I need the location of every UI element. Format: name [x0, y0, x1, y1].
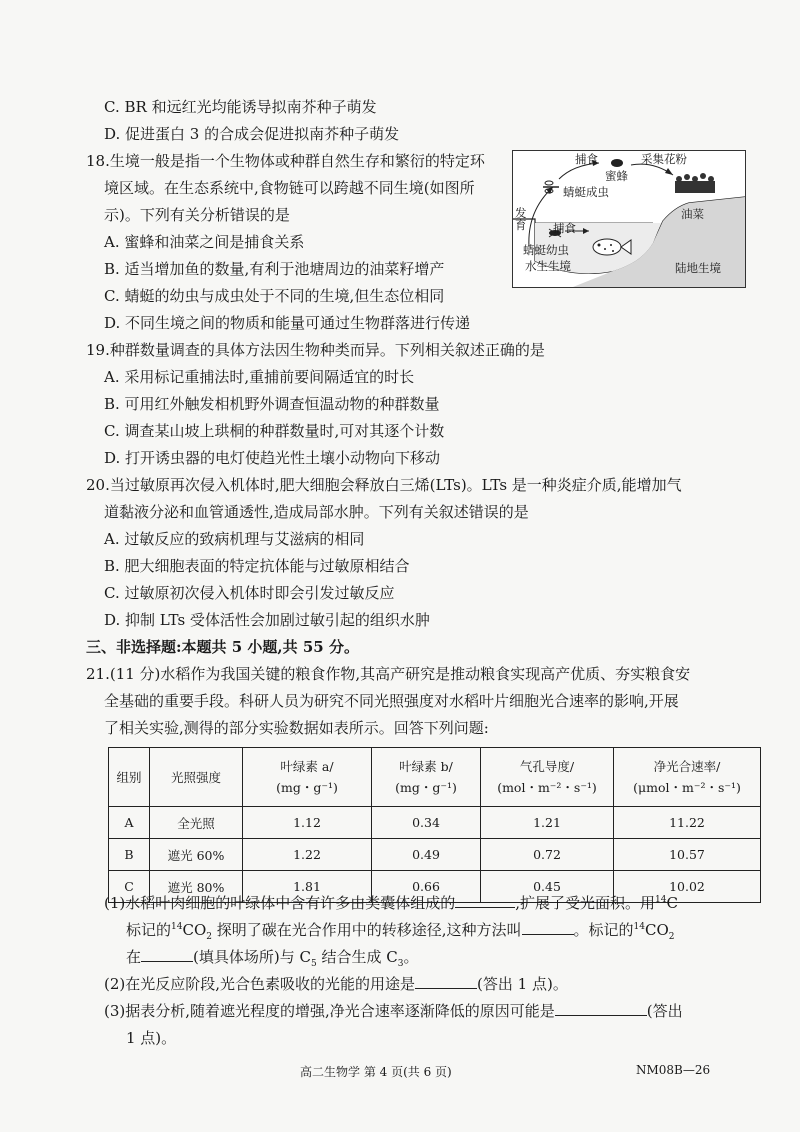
- header-text: (mg・g⁻¹): [395, 780, 457, 795]
- table-cell: 0.34: [372, 807, 481, 839]
- q18-option-a: A. 蜜蜂和油菜之间是捕食关系: [104, 233, 305, 251]
- rape-plants-icon: [675, 173, 715, 193]
- table-cell: 遮光 80%: [150, 871, 243, 903]
- table-header-row: [109, 748, 761, 807]
- table-cell: 0.49: [372, 839, 481, 871]
- header-text: 净光合速率/: [653, 759, 721, 774]
- table-cell: 10.02: [614, 871, 761, 903]
- habitat-figure: [512, 150, 746, 288]
- q21-sub3-line1: (3)据表分析,随着遮光程度的增强,净光合速率逐渐降低的原因可能是 (答出: [104, 1002, 683, 1020]
- q20-option-c: C. 过敏原初次侵入机体时即会引发过敏反应: [104, 584, 395, 602]
- q18-stem-line3: 示)。下列有关分析错误的是: [104, 206, 290, 224]
- q19-option-d: D. 打开诱虫器的电灯使趋光性土壤小动物向下移动: [104, 449, 441, 467]
- q17-option-c: C. BR 和远红光均能诱导拟南芥种子萌发: [104, 98, 377, 116]
- header-chl-b: [372, 748, 481, 807]
- header-text: 叶绿素 b/: [399, 759, 453, 774]
- bee-icon: [611, 159, 623, 167]
- section-title: 三、非选择题:本题共 5 小题,共 55 分。: [86, 638, 359, 656]
- fig-label-land-habitat: 陆地生境: [675, 261, 721, 275]
- fig-label-catch-top: 捕食: [575, 152, 598, 166]
- answer-blank[interactable]: [555, 1001, 647, 1016]
- fig-label-water-habitat: 水生生境: [525, 259, 571, 273]
- fig-label-dragonfly-larva: 蜻蜓幼虫: [523, 243, 569, 257]
- q21-sub1-line3: 在 (填具体场所)与 $C_5$ 结合生成 $C_3$。: [126, 948, 419, 969]
- table-cell: 1.12: [243, 807, 372, 839]
- table-cell: 1.21: [481, 807, 614, 839]
- header-group: [109, 748, 150, 807]
- exam-code: NM08B—26: [636, 1063, 711, 1077]
- table-cell: 0.66: [372, 871, 481, 903]
- table-cell: 全光照: [150, 807, 243, 839]
- fig-label-dragonfly-adult: 蜻蜓成虫: [563, 185, 609, 199]
- q21-stem-line1: 21.(11 分)水稻作为我国关键的粮食作物,其高产研究是推动粮食实现高产优质、夯实粮食安: [86, 665, 691, 683]
- table-row: [109, 807, 761, 839]
- table-cell: 11.22: [614, 807, 761, 839]
- header-text: (mol・m⁻²・s⁻¹): [497, 780, 597, 795]
- q20-stem-line1: 20.当过敏原再次侵入机体时,肥大细胞会释放白三烯(LTs)。LTs 是一种炎症介质,能增加气: [86, 476, 682, 494]
- q21-sub3-line2: 1 点)。: [126, 1029, 177, 1047]
- q18-option-d: D. 不同生境之间的物质和能量可通过生物群落进行传递: [104, 314, 471, 332]
- q18-stem-line2: 境区域。在生态系统中,食物链可以跨越不同生境(如图所: [104, 179, 475, 197]
- answer-blank[interactable]: [522, 920, 574, 935]
- fig-label-bee: 蜜蜂: [605, 169, 628, 183]
- header-chl-a: [243, 748, 372, 807]
- table-cell: 1.81: [243, 871, 372, 903]
- fig-label-catch-bottom: 捕食: [553, 221, 576, 235]
- table-cell: B: [109, 839, 150, 871]
- table-cell: 10.57: [614, 839, 761, 871]
- q21-sub1-line1: (1)水稻叶肉细胞的叶绿体中含有许多由类囊体组成的 ,扩展了受光面积。用$^{14}$C: [104, 894, 678, 912]
- table-cell: 0.45: [481, 871, 614, 903]
- q21-stem-line2: 全基础的重要手段。科研人员为研究不同光照强度对水稻叶片细胞光合速率的影响,开展: [104, 692, 679, 710]
- data-table: [108, 747, 761, 903]
- header-text: (mg・g⁻¹): [276, 780, 338, 795]
- header-stomatal: [481, 748, 614, 807]
- answer-blank[interactable]: [141, 947, 193, 962]
- header-light: [150, 748, 243, 807]
- answer-blank[interactable]: [415, 974, 477, 989]
- page-footer: 高二生物学 第 4 页(共 6 页): [300, 1065, 452, 1079]
- fig-label-develop: 发育: [515, 206, 527, 232]
- table-cell: 遮光 60%: [150, 839, 243, 871]
- table-cell: A: [109, 807, 150, 839]
- table-row: [109, 839, 761, 871]
- header-text: (μmol・m⁻²・s⁻¹): [633, 780, 741, 795]
- answer-blank[interactable]: [455, 893, 515, 908]
- q20-option-d: D. 抑制 LTs 受体活性会加剧过敏引起的组织水肿: [104, 611, 430, 629]
- q18-stem-line1: 18.生境一般是指一个生物体或种群自然生存和繁衍的特定环: [86, 152, 485, 170]
- header-text: 气孔导度/: [519, 759, 575, 774]
- header-text: 叶绿素 a/: [280, 759, 334, 774]
- q19-option-b: B. 可用红外触发相机野外调查恒温动物的种群数量: [104, 395, 440, 413]
- fig-label-rape: 油菜: [681, 207, 704, 221]
- fig-label-collect-pollen: 采集花粉: [641, 152, 687, 166]
- q19-option-c: C. 调查某山坡上珙桐的种群数量时,可对其逐个计数: [104, 422, 445, 440]
- table-cell: C: [109, 871, 150, 903]
- header-text: 光照强度: [170, 769, 221, 785]
- q20-stem-line2: 道黏液分泌和血管通透性,造成局部水肿。下列有关叙述错误的是: [104, 503, 529, 521]
- q19-stem: 19.种群数量调查的具体方法因生物种类而异。下列相关叙述正确的是: [86, 341, 545, 359]
- q20-option-b: B. 肥大细胞表面的特定抗体能与过敏原相结合: [104, 557, 410, 575]
- table-cell: 1.22: [243, 839, 372, 871]
- q21-sub2: (2)在光反应阶段,光合色素吸收的光能的用途是 (答出 1 点)。: [104, 975, 568, 993]
- table-cell: 0.72: [481, 839, 614, 871]
- q20-option-a: A. 过敏反应的致病机理与艾滋病的相同: [104, 530, 365, 548]
- header-net-rate: [614, 748, 761, 807]
- q19-option-a: A. 采用标记重捕法时,重捕前要间隔适宜的时长: [104, 368, 415, 386]
- q18-option-c: C. 蜻蜓的幼虫与成虫处于不同的生境,但生态位相同: [104, 287, 445, 305]
- q21-sub1-line2: 标记的$^{14}CO_2$ 探明了碳在光合作用中的转移途径,这种方法叫 。标记的$^{14}CO_2$: [126, 921, 675, 942]
- q18-option-b: B. 适当增加鱼的数量,有利于池塘周边的油菜籽增产: [104, 260, 445, 278]
- header-text: 组别: [116, 769, 142, 785]
- q17-option-d: D. 促进蛋白 3 的合成会促进拟南芥种子萌发: [104, 125, 400, 143]
- q21-stem-line3: 了相关实验,测得的部分实验数据如表所示。回答下列问题:: [104, 719, 489, 737]
